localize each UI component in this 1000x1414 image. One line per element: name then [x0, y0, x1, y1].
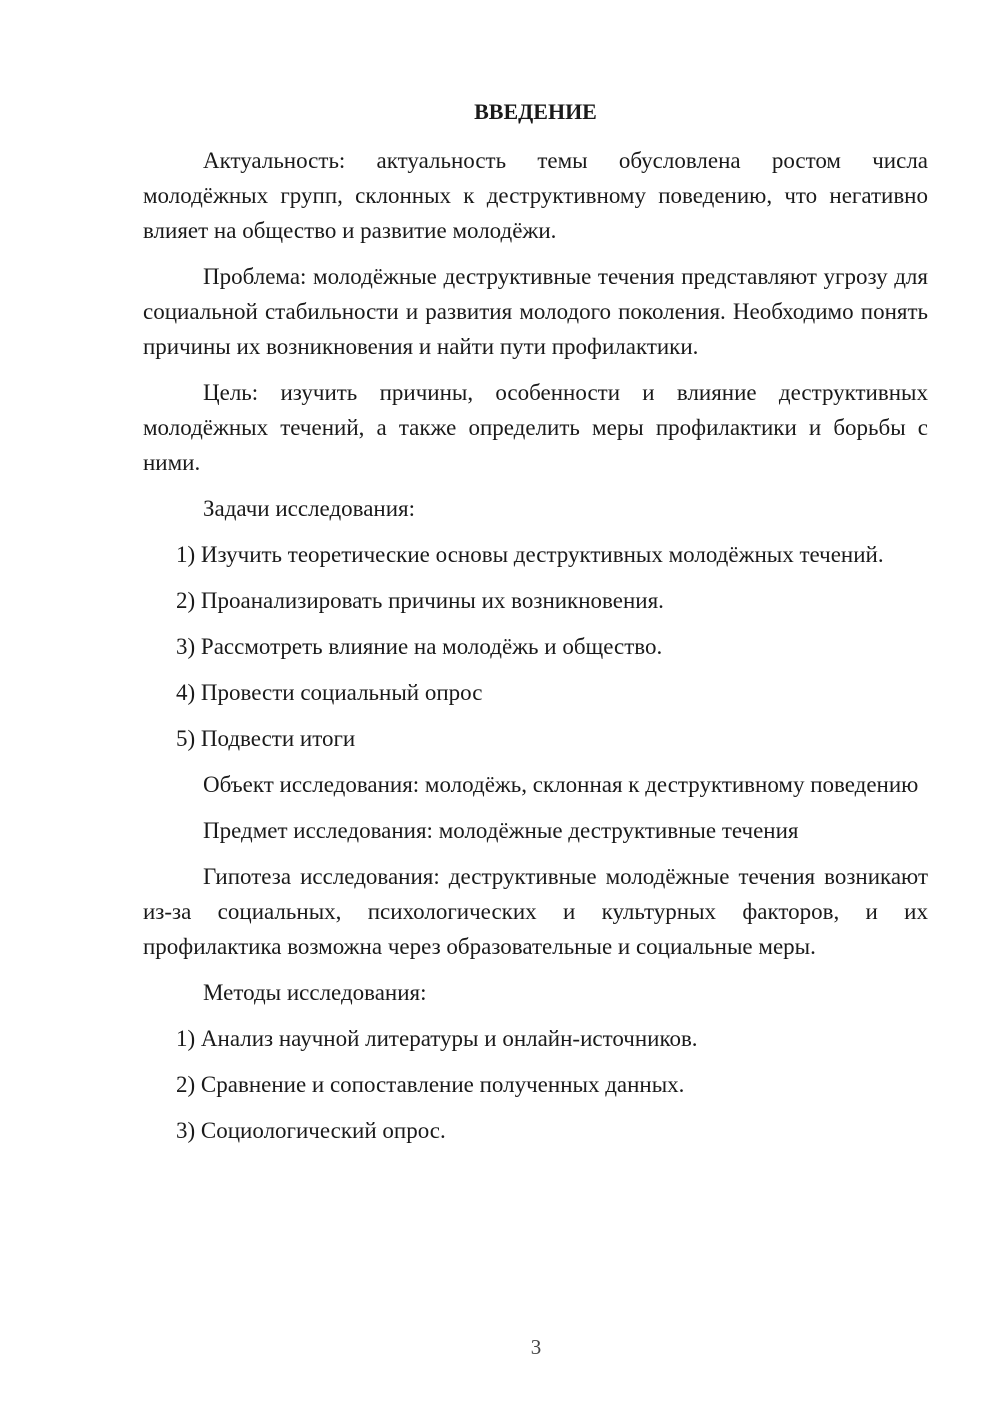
- method-item-1: 1) Анализ научной литературы и онлайн-источников.: [176, 1026, 698, 1051]
- tasks-heading: Задачи исследования:: [203, 496, 416, 521]
- document-page: [143, 94, 928, 1159]
- methods-heading: Методы исследования:: [203, 980, 427, 1005]
- object-paragraph: Объект исследования: молодёжь, склонная к деструктивному поведению: [203, 772, 919, 797]
- task-item-2: 2) Проанализировать причины их возникновения.: [176, 588, 664, 613]
- task-item-3: 3) Рассмотреть влияние на молодёжь и общество.: [176, 634, 663, 659]
- subject-paragraph: Предмет исследования: молодёжные деструктивные течения: [203, 818, 799, 843]
- method-item-3: 3) Социологический опрос.: [176, 1118, 446, 1143]
- problem-paragraph: Проблема: молодёжные деструктивные течения представляют угрозу для социальной стабильности и развития молодого поколения. Необходимо понять причины их возникновения и найти пути профилактики.: [143, 264, 928, 359]
- task-item-4: 4) Провести социальный опрос: [176, 680, 483, 705]
- section-title: ВВЕДЕНИЕ: [474, 99, 597, 124]
- method-item-2: 2) Сравнение и сопоставление полученных данных.: [176, 1072, 685, 1097]
- page-number: 3: [530, 1335, 542, 1359]
- hypothesis-paragraph: Гипотеза исследования: деструктивные молодёжные течения возникают из-за социальных, психологических и культурных факторов, и их профилактика возможна через образовательные и социальные меры.: [143, 864, 928, 959]
- relevance-paragraph: Актуальность: актуальность темы обусловлена ростом числа молодёжных групп, склонных к деструктивному поведению, что негативно влияет на общество и развитие молодёжи.: [143, 148, 928, 243]
- goal-paragraph: Цель: изучить причины, особенности и влияние деструктивных молодёжных течений, а также определить меры профилактики и борьбы с ними.: [143, 380, 928, 475]
- task-item-5: 5) Подвести итоги: [176, 726, 356, 751]
- task-item-1: 1) Изучить теоретические основы деструктивных молодёжных течений.: [176, 542, 884, 567]
